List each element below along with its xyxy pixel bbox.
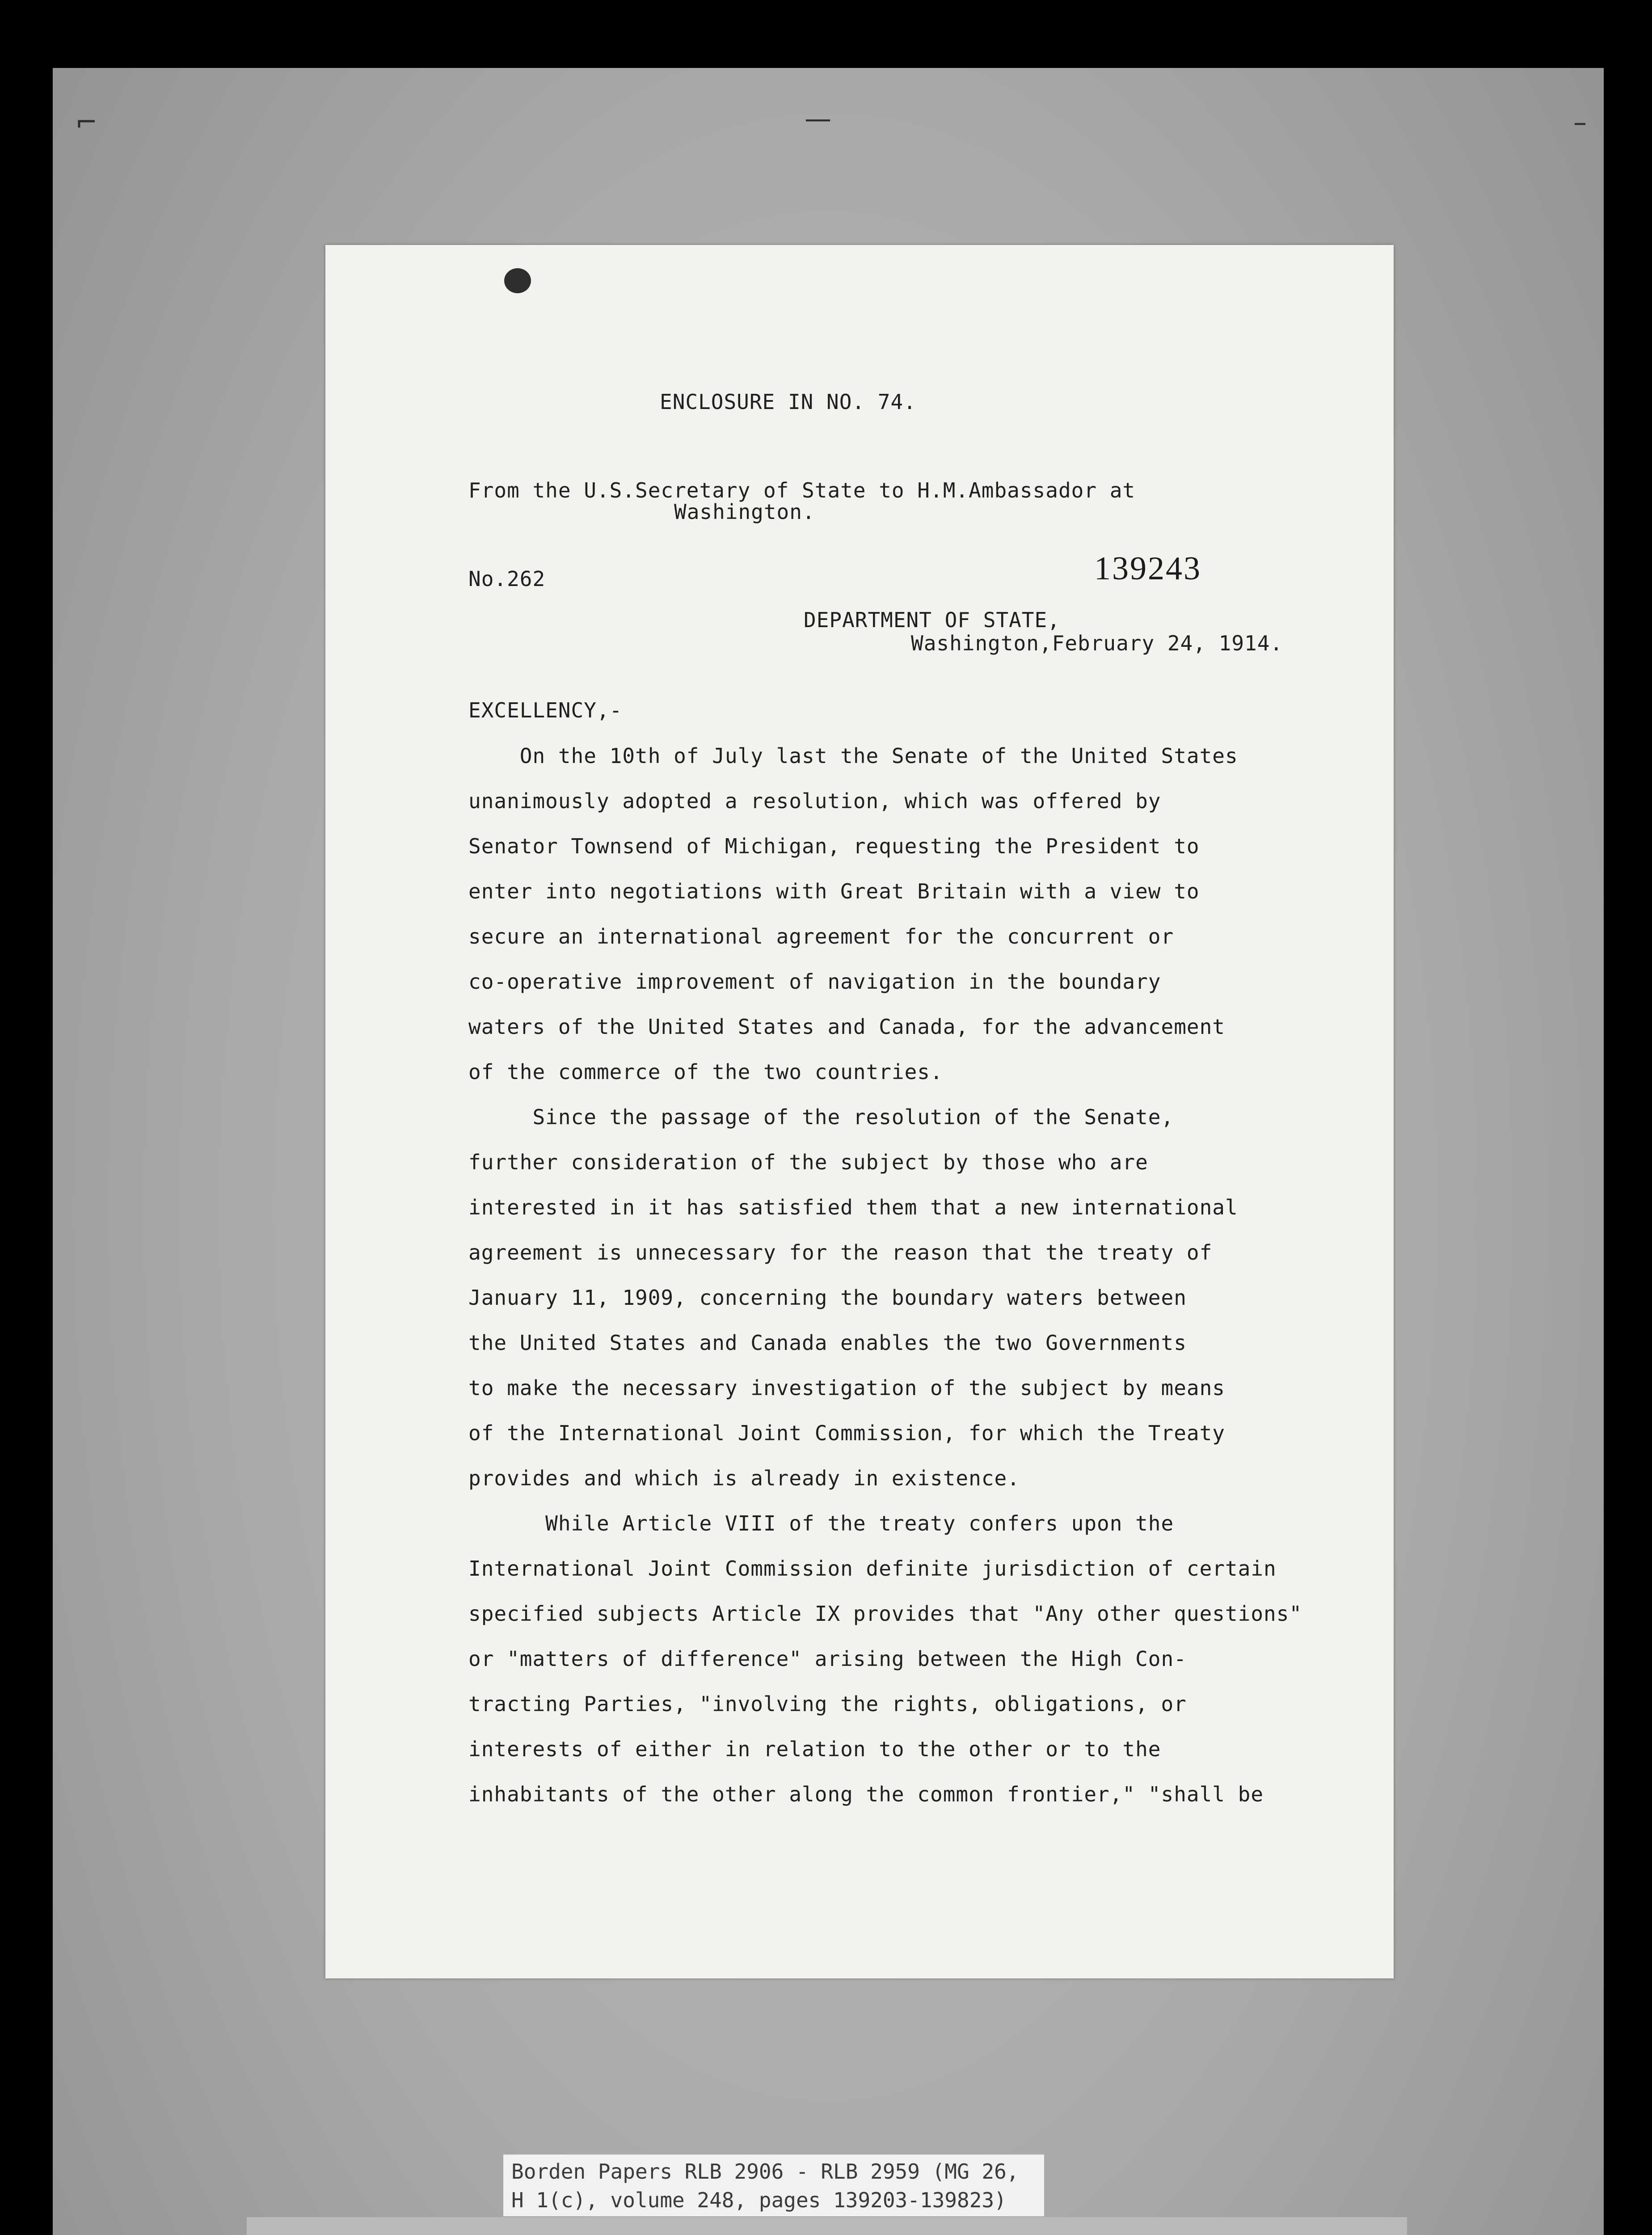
body-line: interests of either in relation to the other or to the — [468, 1737, 1161, 1761]
salutation: EXCELLENCY,- — [468, 698, 623, 722]
body-line: January 11, 1909, concerning the boundary waters between — [468, 1286, 1187, 1310]
reference-label — [503, 2155, 1044, 2216]
body-line: or "matters of difference" arising between the High Con- — [468, 1647, 1187, 1671]
enclosure-heading: ENCLOSURE IN NO. 74. — [660, 390, 916, 414]
body-line: On the 10th of July last the Senate of the United States — [468, 744, 1238, 768]
archive-sleeve — [247, 2217, 1407, 2235]
body-line: unanimously adopted a resolution, which was offered by — [468, 789, 1161, 813]
punch-hole — [504, 268, 531, 293]
body-line: of the commerce of the two countries. — [468, 1060, 943, 1084]
body-line: to make the necessary investigation of the subject by means — [468, 1376, 1225, 1400]
body-line: further consideration of the subject by those who are — [468, 1150, 1148, 1174]
letter-date: Washington,February 24, 1914. — [911, 631, 1283, 655]
body-line: While Article VIII of the treaty confers upon the — [468, 1511, 1174, 1535]
department-heading: DEPARTMENT OF STATE, — [804, 608, 1060, 632]
from-line: From the U.S.Secretary of State to H.M.Ambassador at — [468, 478, 1136, 502]
body-line: Senator Townsend of Michigan, requesting the President to — [468, 834, 1200, 858]
from-line-continued: Washington. — [674, 500, 815, 524]
archive-serial-number: 139243 — [1094, 550, 1201, 587]
body-line: enter into negotiations with Great Britain with a view to — [468, 879, 1200, 903]
body-line: secure an international agreement for the concurrent or — [468, 924, 1174, 949]
body-line: tracting Parties, "involving the rights, obligations, or — [468, 1692, 1187, 1716]
body-line: the United States and Canada enables the two Governments — [468, 1331, 1187, 1355]
document-number: No.262 — [468, 567, 546, 591]
body-line: provides and which is already in existence. — [468, 1466, 1020, 1490]
reference-label-line: Borden Papers RLB 2906 - RLB 2959 (MG 26, — [511, 2159, 1019, 2184]
body-line: inhabitants of the other along the common frontier," "shall be — [468, 1782, 1264, 1806]
corner-registration-mark: ⌐ — [75, 107, 98, 138]
body-line: of the International Joint Commission, for which the Treaty — [468, 1421, 1225, 1445]
corner-registration-mark-right: – — [1573, 107, 1587, 138]
body-line: waters of the United States and Canada, for the advancement — [468, 1015, 1225, 1039]
reference-label-line: H 1(c), volume 248, pages 139203-139823) — [511, 2188, 1007, 2212]
typed-letter-page — [325, 245, 1394, 1978]
body-line: interested in it has satisfied them that a new international — [468, 1195, 1238, 1219]
top-registration-mark: — — [805, 103, 831, 135]
body-line: International Joint Commission definite jurisdiction of certain — [468, 1556, 1277, 1581]
body-line: Since the passage of the resolution of the Senate, — [468, 1105, 1174, 1129]
body-line: co-operative improvement of navigation in the boundary — [468, 970, 1161, 994]
body-line: specified subjects Article IX provides that "Any other questions" — [468, 1602, 1302, 1626]
body-line: agreement is unnecessary for the reason that the treaty of — [468, 1240, 1213, 1265]
